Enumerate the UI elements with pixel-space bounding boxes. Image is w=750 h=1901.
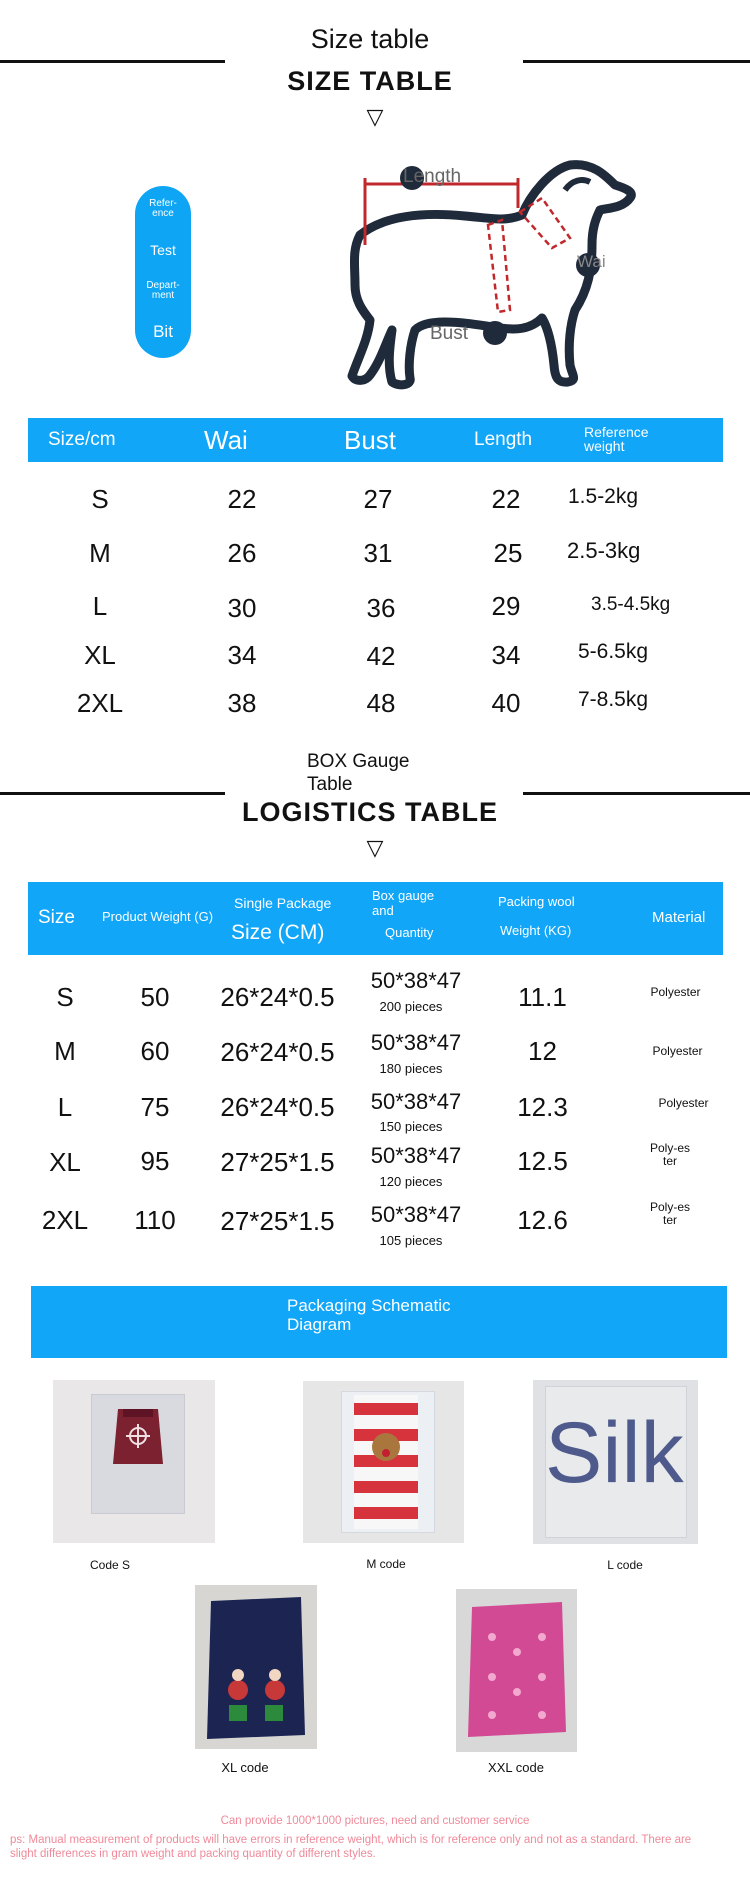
pill-line-3: Test: [150, 242, 176, 258]
packaging-header: [31, 1286, 727, 1358]
photo-code-s: [53, 1380, 215, 1543]
cell-weight: 1.5-2kg: [568, 485, 639, 508]
header-box-gauge-3: Quantity: [385, 925, 434, 940]
cell-wai: 38: [227, 688, 257, 718]
cell-box-gauge: 50*38*47: [370, 1202, 462, 1227]
down-triangle-icon: ▽: [366, 104, 384, 129]
cell-length: 25: [493, 538, 523, 568]
divider-left-2: [0, 792, 225, 795]
cell-weight: 5-6.5kg: [578, 640, 649, 663]
footer-note-3: slight differences in gram weight and packing quantity of different styles.: [10, 1848, 376, 1860]
cell-bust: 27: [363, 484, 393, 514]
pill-line-4: Depart-: [146, 280, 180, 291]
cell-length: 34: [491, 640, 521, 670]
down-triangle-icon: ▽: [366, 835, 384, 860]
cell-length: 22: [491, 484, 521, 514]
header-size-cm: Size/cm: [48, 429, 116, 450]
cell-package-size: 27*25*1.5: [220, 1206, 335, 1236]
reference-pill: [135, 186, 191, 358]
cell-package-size: 26*24*0.5: [220, 1092, 335, 1122]
cell-quantity: 120 pieces: [379, 1174, 443, 1189]
pill-line-6: Bit: [153, 322, 173, 341]
cell-package-size: 26*24*0.5: [220, 982, 335, 1012]
cell-quantity: 150 pieces: [379, 1119, 443, 1134]
cell-quantity: 200 pieces: [379, 999, 443, 1014]
bust-marker-dot: [483, 321, 507, 345]
header-single-package-1: Single Package: [234, 895, 332, 911]
cell-size: XL: [84, 640, 116, 670]
cell-wai: 34: [227, 640, 257, 670]
header-reference-weight: Reference weight: [584, 424, 649, 454]
cell-quantity: 105 pieces: [379, 1233, 443, 1248]
photo-caption: M code: [366, 1557, 406, 1571]
pink-diamond-sweater-image: [462, 1597, 572, 1743]
photo-xl-code: [195, 1585, 317, 1749]
cell-box-gauge: 50*38*47: [370, 1143, 462, 1168]
cell-wool-weight: 12.3: [517, 1092, 568, 1122]
cell-material: Poly-ester: [650, 1200, 691, 1227]
cell-weight: 95: [140, 1146, 170, 1176]
cell-weight: 110: [134, 1205, 176, 1235]
header-length: Length: [474, 429, 533, 450]
cell-bust: 48: [366, 688, 396, 718]
silk-overlay-text: Silk: [545, 1405, 684, 1501]
cell-wai: 22: [227, 484, 257, 514]
navy-christmas-sweater-image: [203, 1595, 309, 1741]
header-bust: Bust: [344, 425, 397, 455]
photo-caption: L code: [607, 1558, 643, 1572]
pill-line-2: ence: [152, 208, 174, 219]
cell-weight: 3.5-4.5kg: [591, 594, 671, 615]
header-box-gauge-2: and: [372, 903, 394, 918]
logistics-title-small-2: Table: [307, 774, 353, 795]
packaging-title-2: Diagram: [287, 1315, 352, 1334]
size-table-title-small: Size table: [310, 24, 430, 54]
cell-bust: 36: [366, 593, 396, 623]
header-size: Size: [38, 907, 75, 928]
cell-size: 2XL: [41, 1205, 89, 1235]
cell-bust: 42: [366, 641, 396, 671]
dog-label-wai: Wai: [577, 252, 606, 271]
dog-measurement-illustration: [330, 150, 640, 400]
header-material: Material: [652, 909, 706, 926]
cell-wai: 26: [227, 538, 257, 568]
cell-wai: 30: [227, 593, 257, 623]
cell-wool-weight: 12.6: [517, 1205, 568, 1235]
size-table-header: [28, 418, 723, 462]
photo-caption: XL code: [221, 1760, 269, 1775]
dog-label-length: Length: [403, 166, 462, 187]
photo-m-code: [303, 1381, 464, 1543]
cell-size: M: [89, 538, 111, 568]
cell-size: S: [56, 982, 74, 1012]
cell-box-gauge: 50*38*47: [370, 968, 462, 993]
header-box-gauge-1: Box gauge: [372, 888, 435, 903]
cell-material: Polyester: [652, 1044, 703, 1058]
logistics-title-small-1: BOX Gauge: [307, 751, 410, 772]
red-snowflake-sweater-image: [108, 1404, 168, 1474]
photo-caption: XXL code: [488, 1760, 544, 1775]
cell-weight: 2.5-3kg: [567, 538, 641, 563]
cell-weight: 7-8.5kg: [578, 688, 649, 711]
divider-left: [0, 60, 225, 63]
cell-size: L: [57, 1092, 73, 1122]
cell-size: XL: [49, 1147, 81, 1177]
dog-label-bust: Bust: [430, 323, 469, 344]
footer-note-1: Can provide 1000*1000 pictures, need and customer service: [220, 1815, 530, 1827]
header-packing-wool-1: Packing wool: [498, 894, 575, 909]
cell-quantity: 180 pieces: [379, 1061, 443, 1076]
header-wai: Wai: [204, 425, 248, 455]
size-table-title: SIZE TABLE: [287, 66, 453, 96]
header-packing-wool-2: Weight (KG): [500, 923, 572, 938]
photo-caption: Code S: [89, 1558, 131, 1572]
cell-material: Poly-ester: [650, 1141, 691, 1168]
cell-length: 40: [491, 688, 521, 718]
pill-line-1: Refer-: [149, 198, 177, 209]
cell-weight: 75: [140, 1092, 170, 1122]
pill-line-5: ment: [151, 290, 175, 301]
packaging-title-1: Packaging Schematic: [287, 1296, 451, 1315]
cell-material: Polyester: [658, 1096, 709, 1110]
header-product-weight: Product Weight (G): [102, 909, 214, 924]
logistics-table-header: [28, 882, 723, 955]
cell-weight: 60: [140, 1036, 170, 1066]
header-single-package-2: Size (CM): [231, 921, 325, 944]
divider-right-2: [523, 792, 750, 795]
cell-size: S: [91, 484, 109, 514]
cell-package-size: 27*25*1.5: [220, 1147, 335, 1177]
cell-package-size: 26*24*0.5: [220, 1037, 335, 1067]
cell-length: 29: [491, 591, 521, 621]
cell-box-gauge: 50*38*47: [370, 1089, 462, 1114]
footer-note-2: ps: Manual measurement of products will have errors in reference weight, which is for reference only and not as a standard. There are: [10, 1834, 692, 1846]
cell-weight: 50: [140, 982, 170, 1012]
cell-wool-weight: 12.5: [517, 1146, 568, 1176]
striped-reindeer-sweater-image: [348, 1395, 424, 1529]
photo-xxl-code: [456, 1589, 577, 1752]
divider-right: [523, 60, 750, 63]
cell-size: 2XL: [76, 688, 124, 718]
cell-size: L: [92, 591, 108, 621]
cell-wool-weight: 12: [528, 1036, 557, 1066]
cell-size: M: [54, 1036, 76, 1066]
cell-material: Polyester: [650, 985, 701, 999]
photo-l-code: [533, 1380, 698, 1544]
cell-wool-weight: 11.1: [518, 982, 567, 1012]
cell-box-gauge: 50*38*47: [370, 1030, 462, 1055]
cell-bust: 31: [363, 538, 393, 568]
logistics-table-title: LOGISTICS TABLE: [242, 797, 498, 827]
